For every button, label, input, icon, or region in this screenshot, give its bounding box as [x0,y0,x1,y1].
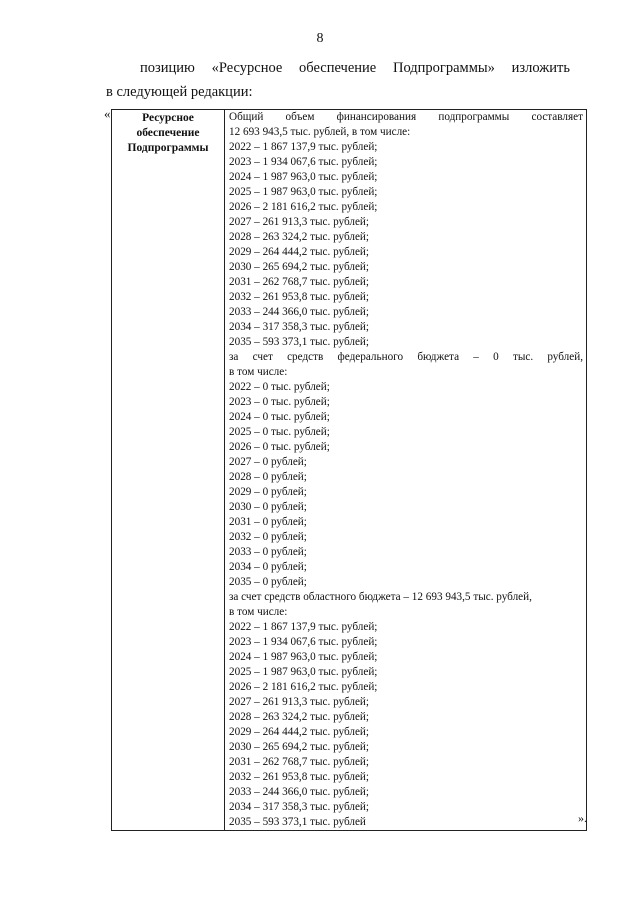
content-line: 2027 – 261 913,3 тыс. рублей; [229,696,370,708]
content-line: 2023 – 1 934 067,6 тыс. рублей; [229,156,378,168]
content-line: 2029 – 264 444,2 тыс. рублей; [229,246,370,258]
content-line: 2028 – 263 324,2 тыс. рублей; [229,711,370,723]
intro-line-1: позицию «Ресурсное обеспечение Подпрограммы» изложить [140,60,570,76]
content-line: 2033 – 244 366,0 тыс. рублей; [229,786,370,798]
content-line: в том числе: [229,366,288,378]
content-line: 2025 – 1 987 963,0 тыс. рублей; [229,186,378,198]
content-line: 2026 – 2 181 616,2 тыс. рублей; [229,201,378,213]
content-line: 2029 – 0 рублей; [229,486,307,498]
resource-content-cell [225,110,587,831]
content-line: 2023 – 1 934 067,6 тыс. рублей; [229,636,378,648]
content-line: 2031 – 262 768,7 тыс. рублей; [229,276,370,288]
content-line: 2024 – 1 987 963,0 тыс. рублей; [229,651,378,663]
content-line: 2034 – 317 358,3 тыс. рублей; [229,801,370,813]
content-line: 2034 – 317 358,3 тыс. рублей; [229,321,370,333]
intro-line-2: в следующей редакции: [106,84,253,100]
resource-label: Ресурсное обеспечение Подпрограммы [127,112,209,154]
content-line: 2025 – 0 тыс. рублей; [229,426,330,438]
content-line: 2031 – 262 768,7 тыс. рублей; [229,756,370,768]
content-line: 2035 – 593 373,1 тыс. рублей [229,816,366,828]
content-line: 2032 – 0 рублей; [229,531,307,543]
resource-label-cell [112,110,225,831]
content-line: 2033 – 0 рублей; [229,546,307,558]
content-line: 2028 – 263 324,2 тыс. рублей; [229,231,370,243]
content-line: 2025 – 1 987 963,0 тыс. рублей; [229,666,378,678]
content-line: 2026 – 2 181 616,2 тыс. рублей; [229,681,378,693]
closing-quote: ». [578,811,587,825]
page-number: 8 [316,31,324,46]
content-line: 2031 – 0 рублей; [229,516,307,528]
resource-row [112,110,587,831]
content-line: 2024 – 1 987 963,0 тыс. рублей; [229,171,378,183]
content-line: 2026 – 0 тыс. рублей; [229,441,330,453]
content-line: 2022 – 0 тыс. рублей; [229,381,330,393]
content-line: 2030 – 265 694,2 тыс. рублей; [229,741,370,753]
content-line: 2033 – 244 366,0 тыс. рублей; [229,306,370,318]
content-line: в том числе: [229,606,288,618]
content-line: 2022 – 1 867 137,9 тыс. рублей; [229,621,378,633]
content-line: 2029 – 264 444,2 тыс. рублей; [229,726,370,738]
content-line: 2032 – 261 953,8 тыс. рублей; [229,771,370,783]
content-line: 2024 – 0 тыс. рублей; [229,411,330,423]
content-line: 2032 – 261 953,8 тыс. рублей; [229,291,370,303]
content-line: 2035 – 0 рублей; [229,576,307,588]
resource-table [111,109,587,831]
content-line: 2030 – 0 рублей; [229,501,307,513]
content-line: за счет средств федерального бюджета – 0 тыс. рублей, [229,351,583,363]
content-line: 2027 – 261 913,3 тыс. рублей; [229,216,370,228]
content-line: Общий объем финансирования подпрограммы составляет [229,111,583,123]
content-line: 2030 – 265 694,2 тыс. рублей; [229,261,370,273]
content-line: 2022 – 1 867 137,9 тыс. рублей; [229,141,378,153]
content-line: 12 693 943,5 тыс. рублей, в том числе: [229,126,411,138]
content-line: 2035 – 593 373,1 тыс. рублей; [229,336,370,348]
content-line: 2034 – 0 рублей; [229,561,307,573]
content-line: 2028 – 0 рублей; [229,471,307,483]
opening-quote: « [104,106,111,121]
content-line: за счет средств областного бюджета – 12 693 943,5 тыс. рублей, [229,591,532,603]
content-line: 2027 – 0 рублей; [229,456,307,468]
content-line: 2023 – 0 тыс. рублей; [229,396,330,408]
